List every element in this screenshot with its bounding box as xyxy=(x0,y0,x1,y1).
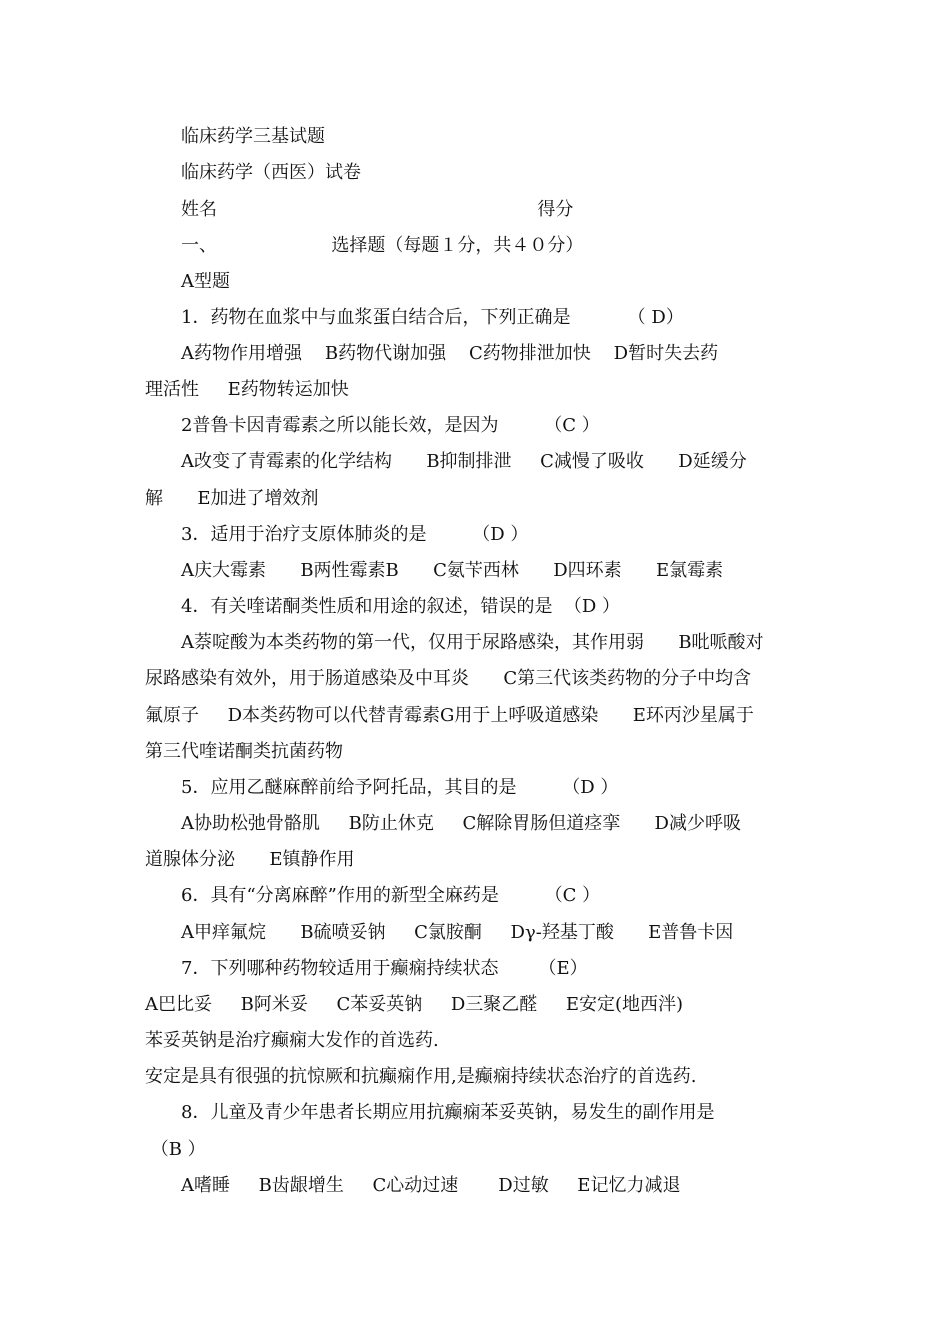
question-4: 4．有关喹诺酮类性质和用途的叙述，错误的是 （D ） xyxy=(181,596,621,617)
name-score-row: 姓名 得分 xyxy=(181,199,574,220)
question-3-options: A庆大霉素 B两性霉素B C氨苄西林 D四环素 E氯霉素 xyxy=(181,560,724,581)
question-7-note-1: 苯妥英钠是治疗癫痫大发作的首选药. xyxy=(145,1030,439,1051)
question-1-options: A药物作用增强 B药物代谢加强 C药物排泄加快 D暂时失去药 xyxy=(181,343,719,364)
question-7: 7．下列哪种药物较适用于癫痫持续状态 （E） xyxy=(181,958,588,979)
question-2: 2普鲁卡因青霉素之所以能长效，是因为 （C ） xyxy=(181,415,600,436)
question-4-options-cont-1: 尿路感染有效外，用于肠道感染及中耳炎 C第三代该类药物的分子中均含 xyxy=(145,668,752,689)
question-1: 1．药物在血浆中与血浆蛋白结合后，下列正确是 （ D） xyxy=(181,307,684,328)
section-heading: 一、 选择题（每题１分，共４０分） xyxy=(181,235,584,256)
question-7-note-2: 安定是具有很强的抗惊厥和抗癫痫作用,是癫痫持续状态治疗的首选药. xyxy=(145,1066,697,1087)
question-7-options: A巴比妥 B阿米妥 C苯妥英钠 D三聚乙醛 E安定(地西泮) xyxy=(145,994,684,1015)
document-subtitle: 临床药学（西医）试卷 xyxy=(181,162,361,183)
question-6-options: A甲痒氟烷 B硫喷妥钠 C氯胺酮 Dγ-羟基丁酸 E普鲁卡因 xyxy=(181,922,734,943)
question-5: 5．应用乙醚麻醉前给予阿托品，其目的是 （D ） xyxy=(181,777,619,798)
document-title: 临床药学三基试题 xyxy=(181,126,325,147)
question-3: 3．适用于治疗支原体肺炎的是 （D ） xyxy=(181,524,529,545)
question-1-options-cont: 理活性 E药物转运加快 xyxy=(145,379,349,400)
question-4-options-cont-3: 第三代喹诺酮类抗菌药物 xyxy=(145,741,343,762)
type-heading: A型题 xyxy=(181,271,230,292)
question-8-options: A嗜睡 B齿龈增生 C心动过速 D过敏 E记忆力减退 xyxy=(181,1175,681,1196)
question-6: 6．具有“分离麻醉”作用的新型全麻药是 （C ） xyxy=(181,885,601,906)
question-8: 8．儿童及青少年患者长期应用抗癫痫苯妥英钠，易发生的副作用是 xyxy=(181,1102,715,1123)
question-5-options: A协助松弛骨骼肌 B防止休克 C解除胃肠但道痉挛 D减少呼吸 xyxy=(181,813,741,834)
question-2-options: A改变了青霉素的化学结构 B抑制排泄 C减慢了吸收 D延缓分 xyxy=(181,451,747,472)
question-5-options-cont: 道腺体分泌 E镇静作用 xyxy=(145,849,355,870)
question-4-options-cont-2: 氟原子 D本类药物可以代替青霉素G用于上呼吸道感染 E环丙沙星属于 xyxy=(145,705,754,726)
question-8-answer: （B ） xyxy=(145,1139,206,1160)
question-2-options-cont: 解 E加进了增效剂 xyxy=(145,488,319,509)
question-4-options: A萘啶酸为本类药物的第一代，仅用于尿路感染，其作用弱 B吡哌酸对 xyxy=(181,632,764,653)
